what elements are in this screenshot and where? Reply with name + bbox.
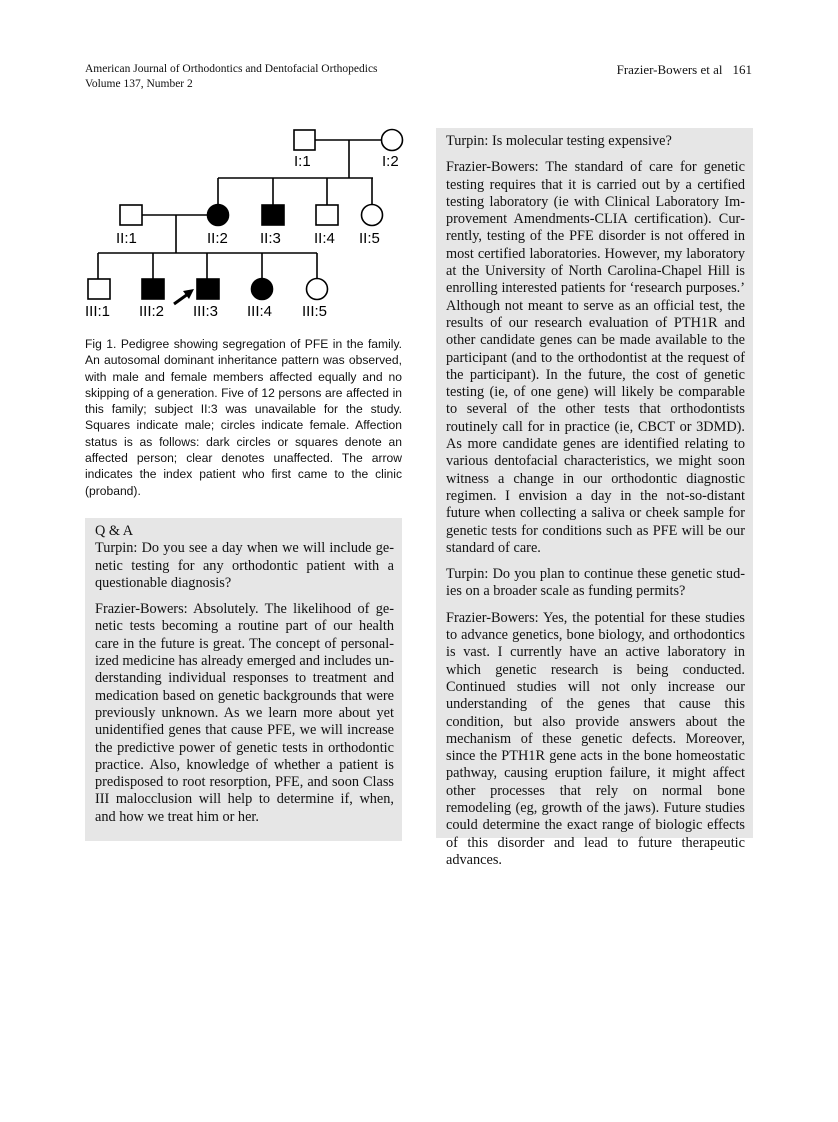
label-III3: III:3 <box>193 303 219 320</box>
individual-III5-female-unaffected <box>307 279 328 300</box>
proband-arrow-icon <box>174 289 194 304</box>
label-I2: I:2 <box>382 153 399 170</box>
label-II1: II:1 <box>116 230 137 247</box>
journal-title: American Journal of Orthodontics and Dentofacial Orthopedics <box>85 63 378 75</box>
qa-question: Turpin: Do you plan to continue these genetic studies on a broader scale as funding permits? <box>446 566 745 600</box>
qa-box-left <box>85 518 402 841</box>
individual-II5-female-unaffected <box>362 205 383 226</box>
figure-caption: Fig 1. Pedigree showing segregation of PFE in the family. An autosomal dominant inheritance pattern was observed, with male and female members affected equally and no skipping of a generation. Five of 12 persons are affected in this family; subject II:3 was unavailable for the study. Squares indicate male; circles indicate female. Affection status is as follows: dark circles or squares denote an affected person; clear denotes unaffected. The arrow indicates the index patient who first came to the clinic (proband). <box>85 337 402 498</box>
label-II4: II:4 <box>314 230 335 247</box>
label-I1: I:1 <box>294 153 311 170</box>
label-II3: II:3 <box>260 230 281 247</box>
journal-volume: Volume 137, Number 2 <box>85 78 193 90</box>
individual-II3-male-affected <box>262 205 284 225</box>
individual-III1-male-unaffected <box>88 279 110 299</box>
label-III4: III:4 <box>247 303 273 320</box>
individual-I2-female-unaffected <box>382 130 403 151</box>
label-III2: III:2 <box>139 303 165 320</box>
individual-II4-male-unaffected <box>316 205 338 225</box>
label-III1: III:1 <box>85 303 111 320</box>
individual-III3-male-affected-proband <box>197 279 219 299</box>
label-II2: II:2 <box>207 230 228 247</box>
qa-answer: Frazier-Bowers: The standard of care for genetic testing requires that it is carried out by a certified testing laboratory (ie with Clinical Laboratory Improvement Amendments-CLIA certification). Currently, testing of the PFE disorder is not offered in most certified laboratories. However, my laboratory at the University of North Carolina-Chapel Hill is enrolling interested patients for ‘research purposes.’ Although not meant to serve as an official test, the results of our research evaluation of PTH1R and other candidate genes can be made available to the participant (and to the orthodontist at the request of the participant). In the future, the cost of genetic testing (ie, of one gene) will likely be comparable to several of the other tests that orthodontists routinely call for in practice (ie, CBCT or 3DMD). As more candidate genes are identified relating to various dentofacial characteristics, we might soon witness a change in our orthodontic diagnostic regimen. I envision a day in the not-so-distant future when collecting a saliva or cheek sample for genetic tests for conditions such as PFE will be our standard of care. <box>446 159 745 556</box>
qa-answer: Frazier-Bowers: Yes, the potential for these studies to advance genetics, bone biology, and orthodontics is vast. I currently have an active laboratory in which genetic research is being conducted. Continued studies will not only increase our understanding of the genes that cause this condition, but also provide answers about the mechanism of these genetic defects. Moreover, since the PTH1R gene acts in the bone homeostatic pathway, causing eruption failure, it might affect other processes that rely on normal bone remodeling (eg, growth of the jaws). Future studies could determine the exact range of biologic effects of this disorder and lead to future therapeutic advances. <box>446 609 745 868</box>
qa-question: Turpin: Do you see a day when we will include genetic testing for any orthodontic patient with a questionable diagnosis? <box>95 540 394 591</box>
individual-II2-female-affected <box>208 205 229 226</box>
label-III5: III:5 <box>302 303 328 320</box>
qa-box-right <box>436 128 753 868</box>
label-II5: II:5 <box>359 230 380 247</box>
qa-heading: Q & A <box>95 523 134 539</box>
page-number: 161 <box>732 62 752 77</box>
authors: Frazier-Bowers et al <box>616 62 723 77</box>
individual-III4-female-affected <box>252 279 273 300</box>
qa-question: Turpin: Is molecular testing expensive? <box>446 133 672 149</box>
individual-II1-male-unaffected <box>120 205 142 225</box>
individual-III2-male-affected <box>142 279 164 299</box>
individual-I1-male-unaffected <box>294 130 315 150</box>
qa-answer: Frazier-Bowers: Absolutely. The likelihood of genetic tests becoming a routine part of our health care in the future is great. The concept of personalized medicine has already emerged and includes understanding individual responses to treatment and medication based on genetic backgrounds that were previously unknown. As we learn more about yet unidentified genes that cause PFE, we will increase the predictive power of genetic tests in orthodontic practice. Also, knowledge of whether a patient is predisposed to root resorption, PFE, and soon Class III malocclusion will help to determine if, when, and how we treat him or her. <box>95 601 394 825</box>
